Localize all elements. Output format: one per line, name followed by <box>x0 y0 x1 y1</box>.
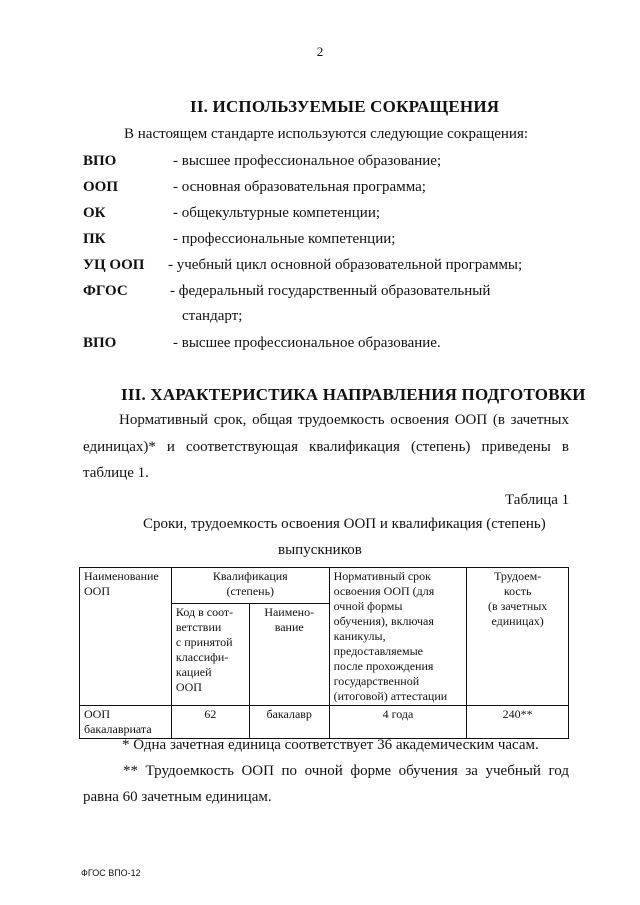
footnote-1: * Одна зачетная единица соответствует 36 академическим часам. <box>122 737 539 753</box>
section-3-title: III. ХАРАКТЕРИСТИКА НАПРАВЛЕНИЯ ПОДГОТОВКИ <box>121 385 586 404</box>
cell-program-name: ООП бакалавриата <box>80 706 172 739</box>
qualification-table <box>79 567 569 739</box>
cell-credits: 240** <box>467 706 569 739</box>
paragraph-line: таблице 1. <box>83 465 149 481</box>
header-code: Код в соот- ветствии с принятой классифи- кацией ООП <box>171 604 249 706</box>
abbreviation-term: УЦ ООП <box>83 257 145 273</box>
abbreviation-term: ВПО <box>83 153 117 169</box>
header-qualification: Квалификация (степень) <box>171 568 329 604</box>
footer-code: ФГОС ВПО-12 <box>81 868 141 878</box>
abbreviation-definition-continued: стандарт; <box>182 308 243 324</box>
paragraph-line: Нормативный срок, общая трудоемкость освоения ООП (в зачетных <box>119 412 569 428</box>
cell-qualification-name: бакалавр <box>249 706 329 739</box>
abbreviation-term: ВПО <box>83 335 117 351</box>
page-number: 2 <box>316 44 324 59</box>
abbreviation-definition: - профессиональные компетенции; <box>173 231 396 247</box>
abbreviation-definition: - высшее профессиональное образование. <box>173 335 441 351</box>
footnote-2: ** Трудоемкость ООП по очной форме обучения за учебный год <box>123 763 569 779</box>
abbreviation-definition: - основная образовательная программа; <box>173 179 426 195</box>
header-program-name: Наименование ООП <box>80 568 172 706</box>
abbreviation-definition: - учебный цикл основной образовательной программы; <box>168 257 523 273</box>
header-normative-term: Нормативный срок освоения ООП (для очной формы обучения), включая каникулы, предоставляемые после прохождения государственной (итоговой) аттестации <box>329 568 467 706</box>
cell-code: 62 <box>171 706 249 739</box>
table-caption-cont: выпускников <box>278 542 362 558</box>
abbreviation-term: ПК <box>83 231 106 247</box>
table-caption: Сроки, трудоемкость освоения ООП и квалификация (степень) <box>143 516 546 532</box>
abbreviation-term: ОК <box>83 205 106 221</box>
abbreviation-term: ООП <box>83 179 119 195</box>
cell-normative-term: 4 года <box>329 706 467 739</box>
header-credits: Трудоем- кость (в зачетных единицах) <box>467 568 569 706</box>
table-label: Таблица 1 <box>505 492 570 508</box>
abbreviation-definition: - высшее профессиональное образование; <box>173 153 442 169</box>
header-qualification-name: Наимено- вание <box>249 604 329 706</box>
section-2-title: II. ИСПОЛЬЗУЕМЫЕ СОКРАЩЕНИЯ <box>190 97 500 116</box>
paragraph-line: единицах)* и соответствующая квалификация (степень) приведены в <box>83 439 569 455</box>
abbreviation-term: ФГОС <box>83 283 128 299</box>
table-row <box>80 706 569 739</box>
abbreviation-definition: - федеральный государственный образовательный <box>170 283 491 299</box>
footnote-2-cont: равна 60 зачетным единицам. <box>83 789 272 805</box>
abbreviation-definition: - общекультурные компетенции; <box>173 205 381 221</box>
abbreviations-intro: В настоящем стандарте используются следующие сокращения: <box>124 126 529 142</box>
